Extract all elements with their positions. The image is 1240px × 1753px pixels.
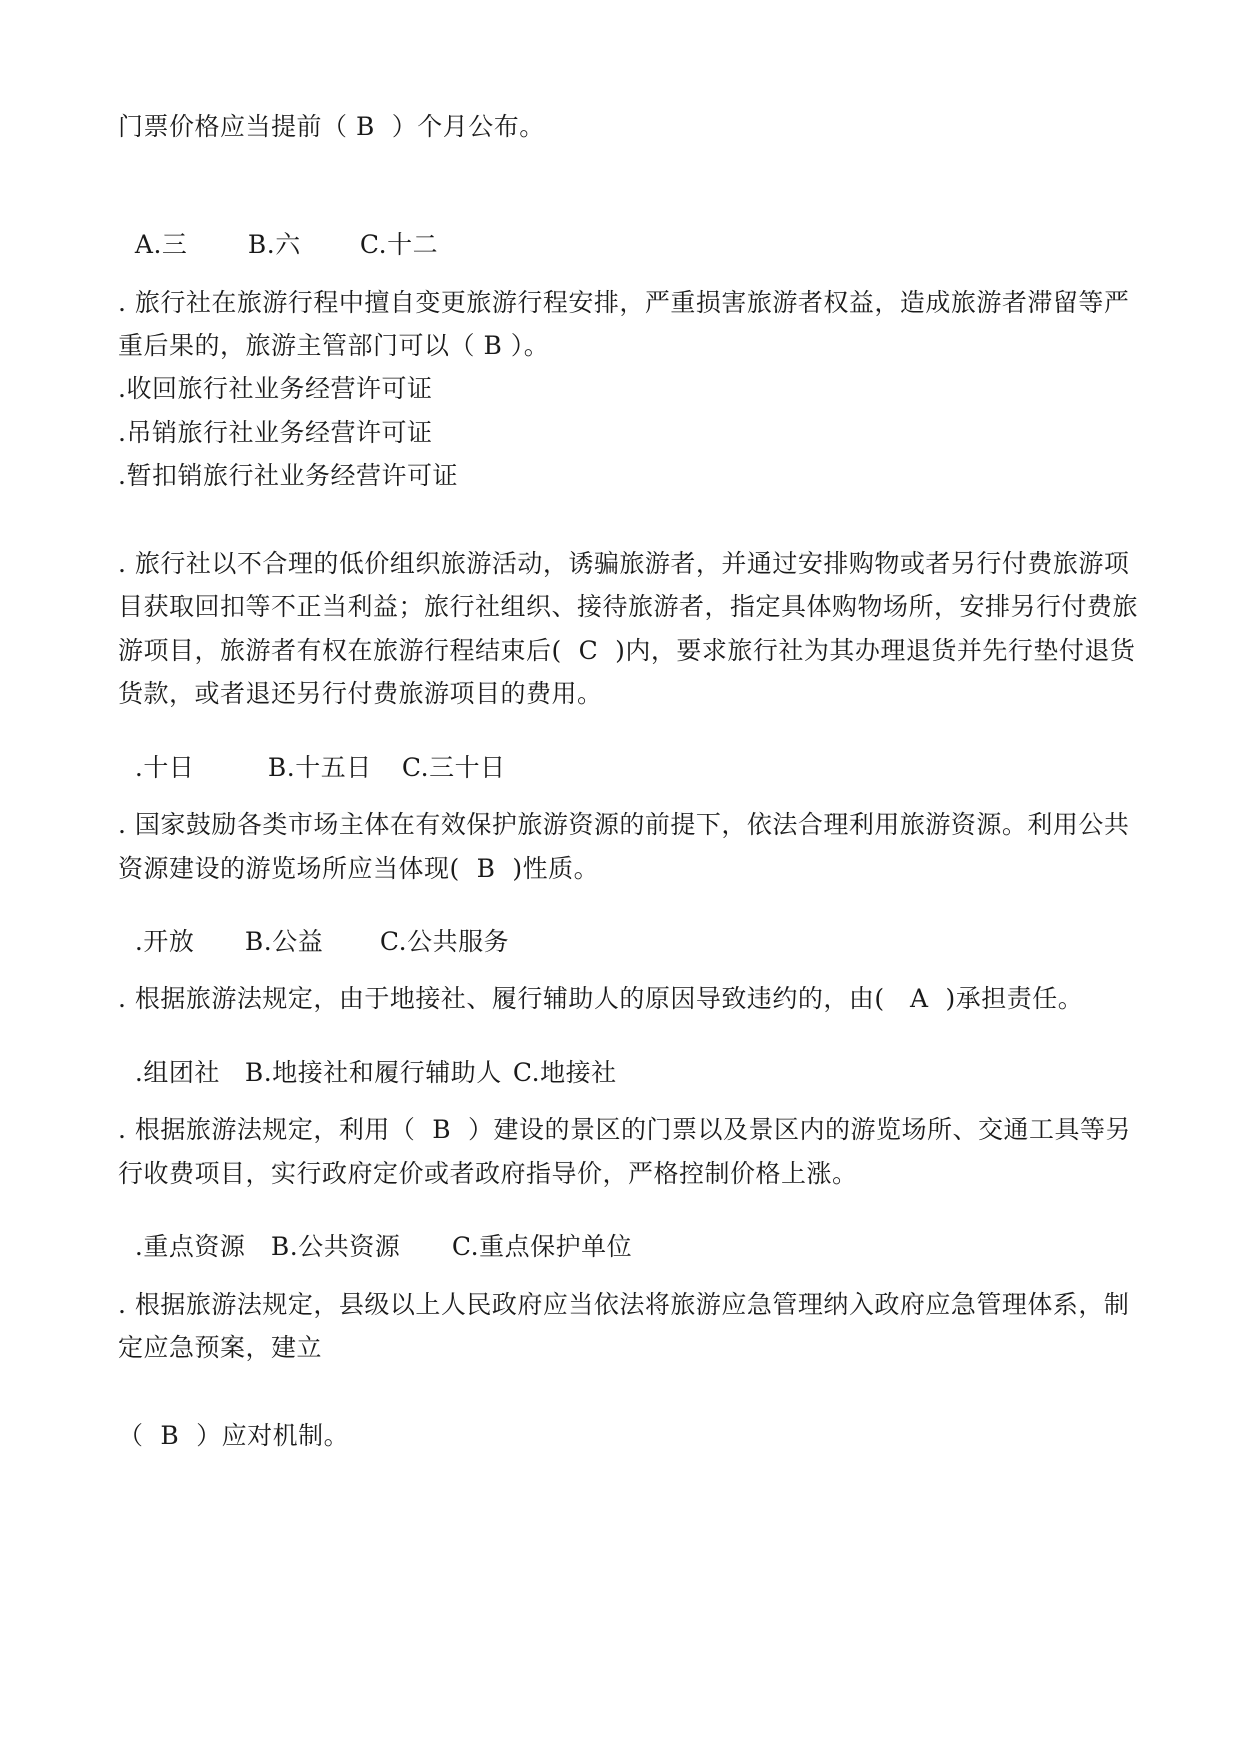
question-2-line-1: . 旅行社以不合理的低价组织旅游活动，诱骗旅游者，并通过安排购物或者另行付费旅游项 <box>118 549 1130 578</box>
option-b: B.公益 <box>244 927 324 956</box>
question-2-line-4: 货款，或者退还另行付费旅游项目的费用。 <box>118 679 603 708</box>
option-c: C.十二 <box>359 230 439 259</box>
question-6-line-3: （ B ）应对机制。 <box>118 1421 350 1450</box>
question-3-options <box>118 897 509 957</box>
option-c: C.重点保护单位 <box>451 1232 633 1261</box>
question-1-option-b: .吊销旅行社业务经营许可证 <box>118 418 433 447</box>
question-2-line-3: 游项目，旅游者有权在旅游行程结束后( C )内，要求旅行社为其办理退货并先行垫付退货 <box>118 636 1136 665</box>
option-a: .组团社 <box>134 1058 220 1087</box>
question-6-line-1: . 根据旅游法规定，县级以上人民政府应当依法将旅游应急管理纳入政府应急管理体系，制 <box>118 1290 1130 1319</box>
option-b: B.十五日 <box>267 753 372 782</box>
question-4-line-1: . 根据旅游法规定，由于地接社、履行辅助人的原因导致违约的，由( A )承担责任。 <box>118 984 1084 1013</box>
question-3-line-2: 资源建设的游览场所应当体现( B )性质。 <box>118 854 600 883</box>
option-a: .重点资源 <box>134 1232 246 1261</box>
question-1-line-2: 重后果的，旅游主管部门可以（ B ）。 <box>118 331 550 360</box>
option-a: .开放 <box>134 927 195 956</box>
question-0-text: 门票价格应当提前（ B ）个月公布。 <box>118 112 545 141</box>
question-5-line-1: . 根据旅游法规定，利用（ B ）建设的景区的门票以及景区内的游览场所、交通工具等另 <box>118 1115 1132 1144</box>
option-c: C.地接社 <box>512 1058 617 1087</box>
question-4-options <box>118 1028 617 1088</box>
option-b: B.地接社和履行辅助人 <box>244 1058 502 1087</box>
option-b: B.公共资源 <box>270 1232 401 1261</box>
option-c: C.三十日 <box>401 753 506 782</box>
question-1-option-a: .收回旅行社业务经营许可证 <box>118 374 433 403</box>
question-0-options <box>118 200 438 260</box>
option-a: A.三 <box>134 230 188 259</box>
question-6-line-2: 定应急预案，建立 <box>118 1333 323 1362</box>
option-c: C.公共服务 <box>379 927 510 956</box>
question-2-options <box>118 723 506 783</box>
option-a: .十日 <box>134 753 195 782</box>
question-2-line-2: 目获取回扣等不正当利益；旅行社组织、接待旅游者，指定具体购物场所，安排另行付费旅 <box>118 592 1139 621</box>
question-3-line-1: . 国家鼓励各类市场主体在有效保护旅游资源的前提下，依法合理利用旅游资源。利用公共 <box>118 810 1130 839</box>
question-1-line-1: . 旅行社在旅游行程中擅自变更旅游行程安排，严重损害旅游者权益，造成旅游者滞留等严 <box>118 288 1130 317</box>
question-1-option-c: .暂扣销旅行社业务经营许可证 <box>118 461 458 490</box>
question-5-options <box>118 1202 632 1262</box>
option-b: B.六 <box>247 230 301 259</box>
question-5-line-2: 行收费项目，实行政府定价或者政府指导价，严格控制价格上涨。 <box>118 1159 858 1188</box>
